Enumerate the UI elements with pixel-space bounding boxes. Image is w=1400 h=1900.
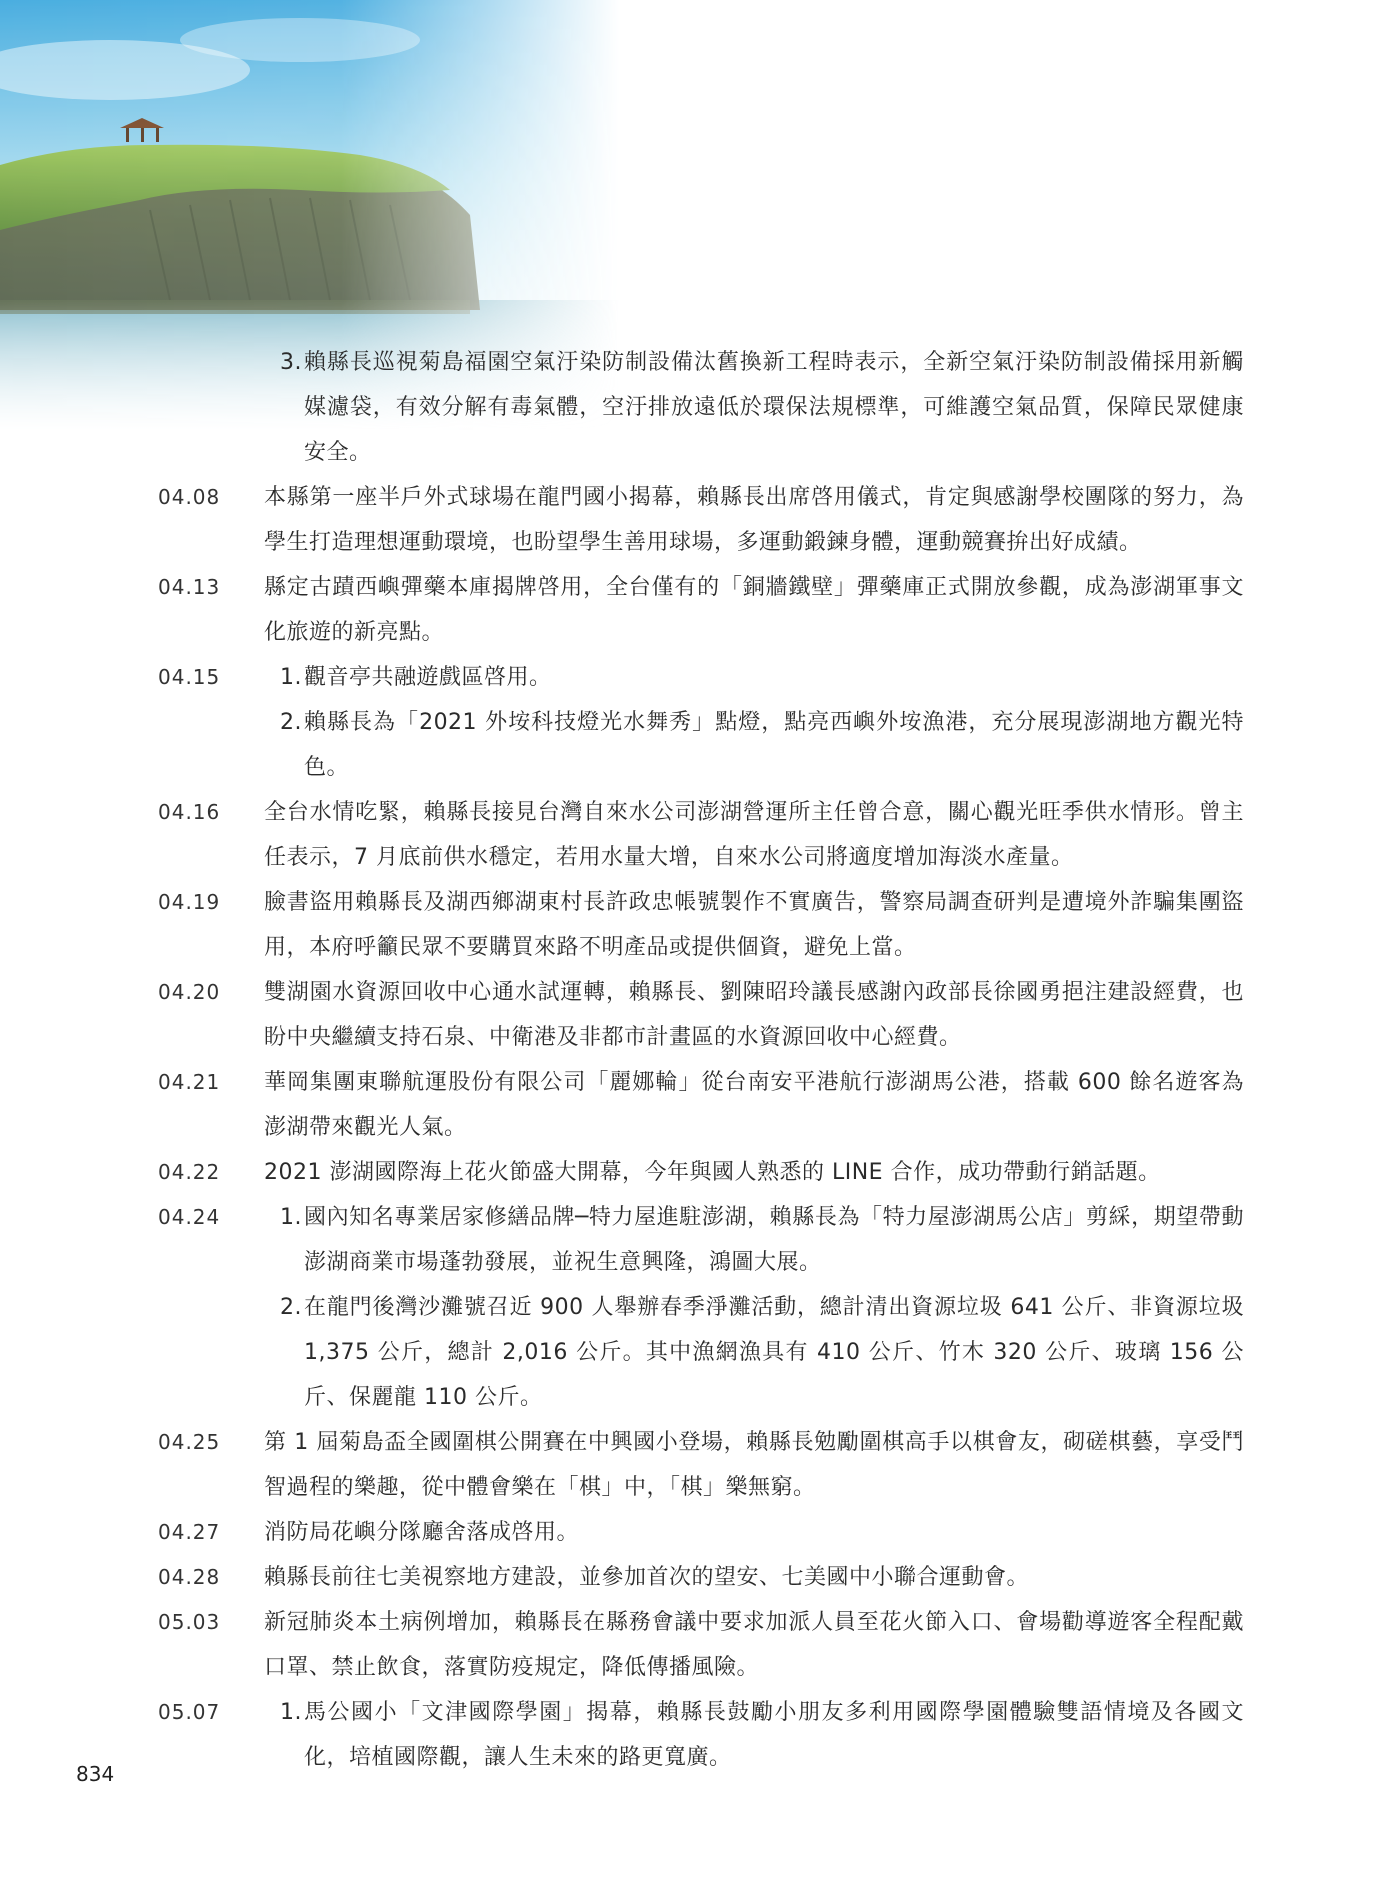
entry-text: 縣定古蹟西嶼彈藥本庫揭牌啓用，全台僅有的「銅牆鐵壁」彈藥庫正式開放參觀，成為澎湖軍事文化旅遊的新亮點。	[264, 575, 1244, 645]
entry-date: 04.13	[158, 575, 221, 599]
item-number: 1.	[280, 1700, 302, 1725]
chronicle-entry	[158, 1510, 1248, 1555]
entry-text: 消防局花嶼分隊廳舍落成啓用。	[264, 1520, 580, 1545]
entry-date: 04.16	[158, 800, 221, 824]
item-text: 國內知名專業居家修繕品牌─特力屋進駐澎湖，賴縣長為「特力屋澎湖馬公店」剪綵，期望帶動澎湖商業市場蓬勃發展，並祝生意興隆，鴻圖大展。	[304, 1205, 1244, 1275]
list-item	[264, 1195, 1244, 1285]
item-number: 1.	[280, 665, 302, 690]
entry-date: 05.07	[158, 1700, 221, 1724]
chronicle-entry	[158, 880, 1248, 970]
entry-text: 雙湖園水資源回收中心通水試運轉，賴縣長、劉陳昭玲議長感謝內政部長徐國勇挹注建設經費，也盼中央繼續支持石泉、中衛港及非都市計畫區的水資源回收中心經費。	[264, 980, 1244, 1050]
item-text: 在龍門後灣沙灘號召近 900 人舉辦春季淨灘活動，總計清出資源垃圾 641 公斤、非資源垃圾 1,375 公斤，總計 2,016 公斤。其中漁網漁具有 410 公斤、竹木 320 公斤、玻璃 156 公斤、保麗龍 110 公斤。	[304, 1295, 1244, 1410]
entry-date: 05.03	[158, 1610, 221, 1634]
entry-date: 04.19	[158, 890, 221, 914]
chronicle-entry	[158, 655, 1248, 790]
entry-date: 04.15	[158, 665, 221, 689]
chronicle-entry	[158, 1420, 1248, 1510]
item-number: 2.	[280, 1295, 302, 1320]
page-number: 834	[76, 1762, 115, 1786]
list-item	[264, 655, 1244, 700]
item-text: 賴縣長巡視菊島福園空氣汙染防制設備汰舊換新工程時表示，全新空氣汙染防制設備採用新觸媒濾袋，有效分解有毒氣體，空汙排放遠低於環保法規標準，可維護空氣品質，保障民眾健康安全。	[304, 350, 1244, 465]
entry-date: 04.27	[158, 1520, 221, 1544]
list-item	[264, 340, 1244, 475]
list-item	[264, 700, 1244, 790]
entry-date: 04.08	[158, 485, 221, 509]
chronicle-entry	[158, 1195, 1248, 1420]
chronicle-entry	[158, 1555, 1248, 1600]
item-number: 3.	[280, 350, 302, 375]
chronicle-entry	[158, 1060, 1248, 1150]
entry-date: 04.22	[158, 1160, 221, 1184]
chronicle-entry	[158, 475, 1248, 565]
item-number: 2.	[280, 710, 302, 735]
entry-text: 臉書盜用賴縣長及湖西鄉湖東村長許政忠帳號製作不實廣告，警察局調查研判是遭境外詐騙集團盜用，本府呼籲民眾不要購買來路不明產品或提供個資，避免上當。	[264, 890, 1244, 960]
entry-text: 第 1 屆菊島盃全國圍棋公開賽在中興國小登場，賴縣長勉勵圍棋高手以棋會友，砌磋棋藝，享受鬥智過程的樂趣，從中體會樂在「棋」中，「棋」樂無窮。	[264, 1430, 1244, 1500]
entry-text: 華岡集團東聯航運股份有限公司「麗娜輪」從台南安平港航行澎湖馬公港，搭載 600 餘名遊客為澎湖帶來觀光人氣。	[264, 1070, 1244, 1140]
item-number: 1.	[280, 1205, 302, 1230]
item-text: 馬公國小「文津國際學園」揭幕，賴縣長鼓勵小朋友多利用國際學園體驗雙語情境及各國文化，培植國際觀，讓人生未來的路更寬廣。	[304, 1700, 1244, 1770]
entry-text: 全台水情吃緊，賴縣長接見台灣自來水公司澎湖營運所主任曾合意，關心觀光旺季供水情形。曾主任表示，7 月底前供水穩定，若用水量大增，自來水公司將適度增加海淡水產量。	[264, 800, 1244, 870]
entry-date: 04.20	[158, 980, 221, 1004]
entry-date: 04.24	[158, 1205, 221, 1229]
intro-entry	[158, 340, 1248, 475]
entry-text: 新冠肺炎本土病例增加，賴縣長在縣務會議中要求加派人員至花火節入口、會場勸導遊客全程配戴口罩、禁止飲食，落實防疫規定，降低傳播風險。	[264, 1610, 1244, 1680]
chronicle-entry	[158, 1690, 1248, 1780]
chronicle-entry	[158, 565, 1248, 655]
chronicle-content	[158, 340, 1248, 1780]
entry-text: 2021 澎湖國際海上花火節盛大開幕，今年與國人熟悉的 LINE 合作，成功帶動行銷話題。	[264, 1160, 1161, 1185]
entry-text: 本縣第一座半戶外式球場在龍門國小揭幕，賴縣長出席啓用儀式，肯定與感謝學校團隊的努力，為學生打造理想運動環境，也盼望學生善用球場，多運動鍛鍊身體，運動競賽拚出好成績。	[264, 485, 1244, 555]
list-item	[264, 1690, 1244, 1780]
entry-date: 04.28	[158, 1565, 221, 1589]
entry-date	[158, 340, 258, 475]
chronicle-entry	[158, 1150, 1248, 1195]
entry-date: 04.21	[158, 1070, 221, 1094]
chronicle-entry	[158, 790, 1248, 880]
entry-date: 04.25	[158, 1430, 221, 1454]
entry-text: 賴縣長前往七美視察地方建設，並參加首次的望安、七美國中小聯合運動會。	[264, 1565, 1030, 1590]
list-item	[264, 1285, 1244, 1420]
item-text: 賴縣長為「2021 外垵科技燈光水舞秀」點燈，點亮西嶼外垵漁港，充分展現澎湖地方觀光特色。	[304, 710, 1244, 780]
item-text: 觀音亭共融遊戲區啓用。	[304, 665, 552, 690]
chronicle-entry	[158, 970, 1248, 1060]
chronicle-entry	[158, 1600, 1248, 1690]
